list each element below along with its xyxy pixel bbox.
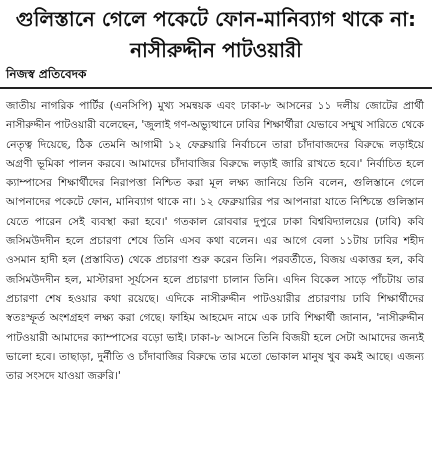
byline: নিজস্ব প্রতিবেদক [6, 67, 87, 81]
article-body: জাতীয় নাগরিক পার্টির (এনসিপি) মুখ্য সমন্বয়ক এবং ঢাকা-৮ আসনের ১১ দলীয় জোটের প্রার্থী নাসীরুদ্দীন পাটওয়ারী বলেছেন, 'জুলাই গণ-অভ্যুত্থানে ঢাবির শিক্ষার্থীরা যেভাবে সম্মুখ সারিতে থেকে নেতৃত্ব দিয়েছে, ঠিক তেমনি আগামী ১২ ফেব্রুয়ারি নির্বাচনে তারা চাঁদাবাজদের বিরুদ্ধে লড়াইয়ে অগ্রণী ভূমিকা পালন করবে। আমাদের চাঁদাবাজির বিরুদ্ধে লড়াই জারি রাখতে হবে।' নির্বাচিত হলে ক্যাম্পাসের শিক্ষার্থীদের নিরাপত্তা নিশ্চিত করা মূল লক্ষ্য জানিয়ে তিনি বলেন, গুলিস্তানে গেলে আপনাদের পকেটে ফোন, মানিব্যাগ থাকে না। ১২ ফেব্রুয়ারির পর আপনারা যাতে নিশ্চিন্তে গুলিস্তান যেতে পারেন সেই ব্যবস্থা করা হবে।' গতকাল রোববার দুপুরে ঢাকা বিশ্ববিদ্যালয়ের (ঢাবি) কবি জসিমউদদীন হলে প্রচারণা শেষে তিনি এসব কথা বলেন। এর আগে বেলা ১১টায় ঢাবির শহীদ ওসমান হাদী হল (প্রস্তাবিত) থেকে প্রচারণা শুরু করেন তিনি। পরবর্তীতে, বিজয় একাত্তর হল, কবি জসিমউদদীন হল, মাস্টারদা সূর্যসেন হলে প্রচারণা চালান তিনি। এদিন বিকেল সাড়ে পাঁচটায় তার প্রচারণা শেষ হওয়ার কথা রয়েছে। এদিকে নাসীরুদ্দীন পাটওয়ারীর প্রচারণায় ঢাবি শিক্ষার্থীদের স্বতঃস্ফূর্ত অংশগ্রহণ লক্ষ্য করা গেছে। ফাহিম আহমেদ নামে এক ঢাবি শিক্ষার্থী জানান, 'নাসীরুদ্দীন পাটওয়ারী আমাদের ক্যাম্পাসের বড়ো ভাই। ঢাকা-৮ আসনে তিনি বিজয়ী হলে সেটা আমাদের জন্যই ভালো হবে। তাছাড়া, দুর্নীতি ও চাঁদাবাজির বিরুদ্ধে তার মতো ভোকাল মানুষ খুব কমই আছে। এজন্য তার সংসদে যাওয়া জরুরি।' [6, 100, 424, 383]
divider-rule [0, 87, 432, 89]
headline: গুলিস্তানে গেলে পকেটে ফোন-মানিব্যাগ থাকে না: নাসীরুদ্দীন পাটওয়ারী [15, 7, 417, 62]
